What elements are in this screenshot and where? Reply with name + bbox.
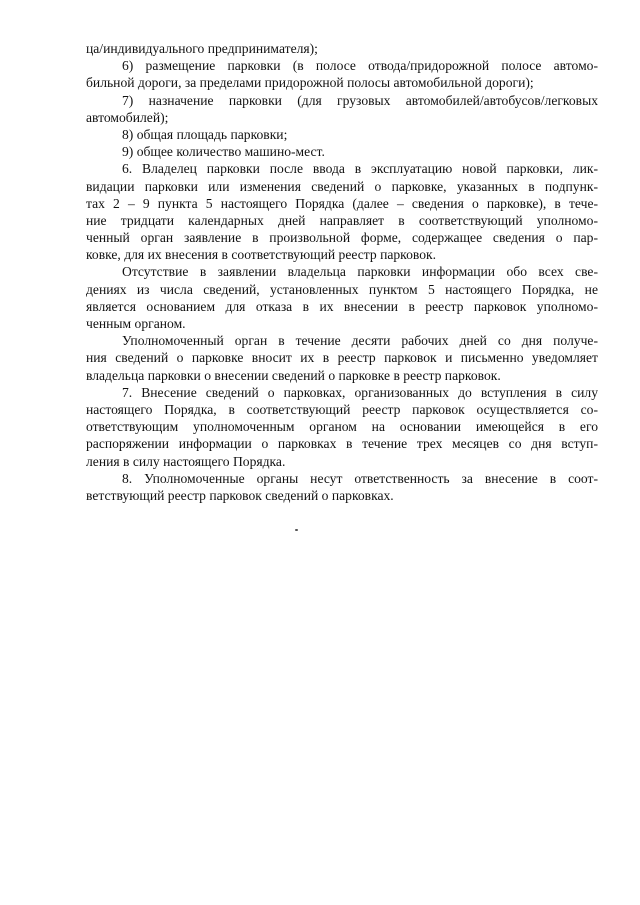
text-line: тах 2 – 9 пункта 5 настоящего Порядка (далее – сведения о парковке), в тече-: [86, 195, 598, 211]
text-line: 8) общая площадь парковки;: [122, 126, 288, 142]
text-line: распоряжении информации о парковках в течение трех месяцев со дня вступ-: [86, 436, 598, 452]
scan-speck: [295, 529, 298, 531]
text-line: Отсутствие в заявлении владельца парковки информации обо всех све-: [122, 264, 598, 280]
text-line: настоящего Порядка, в соответствующий реестр парковок осуществляется со-: [86, 401, 598, 417]
text-line: ченным органом.: [86, 316, 186, 331]
text-line: ца/индивидуального предпринимателя);: [86, 41, 318, 56]
text-line: 9) общее количество машино-мест.: [122, 144, 325, 160]
text-line: 7. Внесение сведений о парковках, организованных до вступления в силу: [122, 384, 598, 400]
document-body: [86, 40, 598, 504]
text-line: ветствующий реестр парковок сведений о парковках.: [86, 487, 394, 503]
text-line: автомобилей);: [86, 109, 169, 125]
text-line: дениях из числа сведений, установленных пунктом 5 настоящего Порядка, не: [86, 281, 598, 297]
text-line: видации парковки или изменения сведений о парковке, указанных в подпунк-: [86, 178, 598, 194]
text-line: ковке, для их внесения в соответствующий реестр парковок.: [86, 247, 437, 263]
text-line: бильной дороги, за пределами придорожной полосы автомобильной дороги);: [86, 75, 534, 91]
text-line: 6. Владелец парковки после ввода в эксплуатацию новой парковки, лик-: [122, 161, 598, 177]
text-line: 8. Уполномоченные органы несут ответственность за внесение в соот-: [122, 470, 598, 486]
text-line: ления в силу настоящего Порядка.: [86, 453, 286, 469]
text-line: ния сведений о парковке вносит их в реестр парковок и письменно уведомляет: [86, 350, 598, 366]
text-line: Уполномоченный орган в течение десяти рабочих дней со дня получе-: [122, 333, 598, 349]
text-line: ченный орган заявление в произвольной форме, содержащее сведения о пар-: [86, 230, 598, 246]
text-line: 6) размещение парковки (в полосе отвода/придорожной полосе автомо-: [122, 58, 598, 74]
text-line: ние тридцати календарных дней направляет в соответствующий уполномо-: [86, 212, 598, 228]
text-line: является основанием для отказа в их внесении в реестр парковок уполномо-: [86, 298, 598, 314]
text-line: ответствующим уполномоченным органом на основании имеющейся в его: [86, 419, 598, 435]
text-line: 7) назначение парковки (для грузовых автомобилей/автобусов/легковых: [122, 92, 598, 108]
text-line: владельца парковки о внесении сведений о парковке в реестр парковок.: [86, 367, 501, 383]
